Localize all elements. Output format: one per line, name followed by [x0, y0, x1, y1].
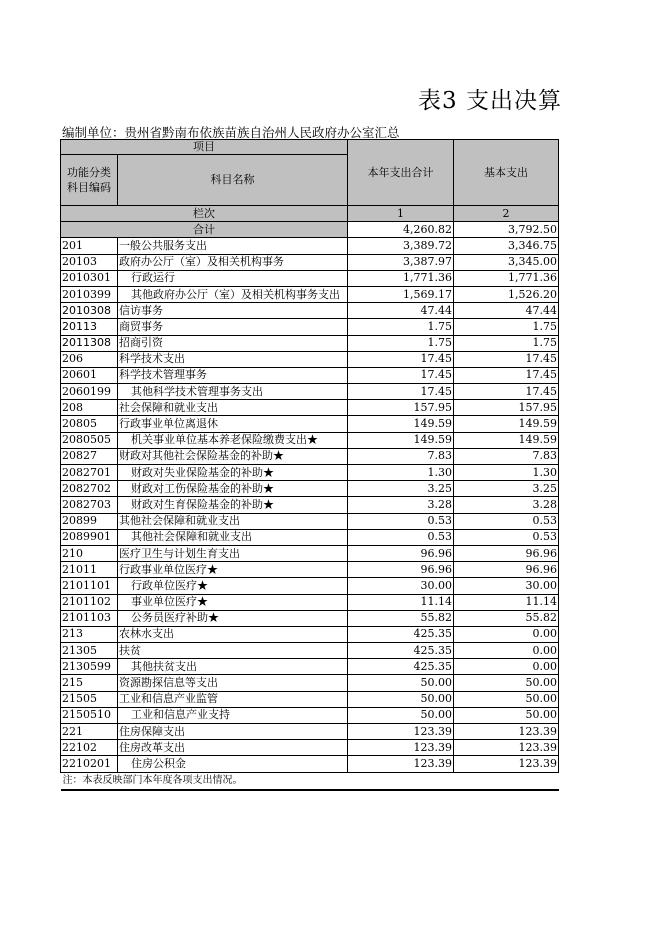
row-code: 20601 [61, 367, 118, 383]
row-name: 科学技术管理事务 [118, 367, 348, 383]
row-code: 2101102 [61, 594, 118, 610]
row-name: 行政单位医疗★ [118, 578, 348, 594]
reporting-unit: 编制单位：贵州省黔南布依族苗族自治州人民政府办公室汇总 [62, 125, 400, 140]
row-basic: 0.00 [454, 659, 559, 675]
row-total: 17.45 [348, 367, 454, 383]
row-total: 149.59 [348, 432, 454, 448]
row-total: 0.53 [348, 529, 454, 545]
row-code: 21305 [61, 643, 118, 659]
row-basic: 50.00 [454, 675, 559, 691]
table-row [61, 724, 559, 740]
row-name: 其他科学技术管理事务支出 [118, 384, 348, 400]
row-basic: 149.59 [454, 432, 559, 448]
row-basic: 0.53 [454, 529, 559, 545]
table-row [61, 497, 559, 513]
table-row [61, 448, 559, 464]
row-name: 行政运行 [118, 270, 348, 286]
table-row [61, 254, 559, 270]
header-func-code: 功能分类 科目编码 [61, 155, 118, 206]
table-row [61, 691, 559, 707]
row-basic: 11.14 [454, 594, 559, 610]
table-row [61, 367, 559, 383]
table-row [61, 513, 559, 529]
table-row [61, 643, 559, 659]
row-basic: 123.39 [454, 740, 559, 756]
table-row [61, 351, 559, 367]
row-total: 3,389.72 [348, 238, 454, 254]
row-code: 2101101 [61, 578, 118, 594]
table-row [61, 400, 559, 416]
row-name: 信访事务 [118, 303, 348, 319]
row-code: 20827 [61, 448, 118, 464]
header-subject-name: 科目名称 [118, 155, 348, 206]
row-basic: 30.00 [454, 578, 559, 594]
row-code: 2010399 [61, 286, 118, 302]
total-value-2: 3,792.50 [454, 222, 559, 238]
row-name: 社会保障和就业支出 [118, 400, 348, 416]
table-row [61, 659, 559, 675]
row-total: 3.28 [348, 497, 454, 513]
table-row [61, 465, 559, 481]
row-basic: 0.00 [454, 626, 559, 642]
row-code: 215 [61, 675, 118, 691]
row-name: 财政对失业保险基金的补助★ [118, 465, 348, 481]
row-total: 425.35 [348, 659, 454, 675]
row-total: 50.00 [348, 675, 454, 691]
row-name: 商贸事务 [118, 319, 348, 335]
row-name: 其他政府办公厅（室）及相关机构事务支出 [118, 286, 348, 302]
header-col-basic: 基本支出 [454, 140, 559, 206]
table-row [61, 286, 559, 302]
page-title: 表3 支出决算 [418, 88, 562, 114]
row-code: 213 [61, 626, 118, 642]
row-basic: 17.45 [454, 384, 559, 400]
row-code: 201 [61, 238, 118, 254]
row-code: 2010308 [61, 303, 118, 319]
header-project: 项目 [61, 140, 348, 155]
row-total: 30.00 [348, 578, 454, 594]
row-basic: 1,526.20 [454, 286, 559, 302]
table-row [61, 529, 559, 545]
row-total: 1,569.17 [348, 286, 454, 302]
row-name: 财政对生育保险基金的补助★ [118, 497, 348, 513]
row-total: 0.53 [348, 513, 454, 529]
row-basic: 96.96 [454, 545, 559, 561]
row-code: 208 [61, 400, 118, 416]
row-name: 一般公共服务支出 [118, 238, 348, 254]
row-basic: 1.30 [454, 465, 559, 481]
row-code: 21505 [61, 691, 118, 707]
row-basic: 157.95 [454, 400, 559, 416]
row-code: 2082702 [61, 481, 118, 497]
table-row [61, 562, 559, 578]
row-total: 17.45 [348, 384, 454, 400]
row-name: 其他社会保障和就业支出 [118, 529, 348, 545]
table-row [61, 384, 559, 400]
row-code: 2130599 [61, 659, 118, 675]
row-total: 96.96 [348, 545, 454, 561]
row-name: 行政事业单位离退休 [118, 416, 348, 432]
row-name: 农林水支出 [118, 626, 348, 642]
table-row [61, 303, 559, 319]
row-basic: 123.39 [454, 724, 559, 740]
row-basic: 47.44 [454, 303, 559, 319]
row-total: 55.82 [348, 610, 454, 626]
row-basic: 149.59 [454, 416, 559, 432]
table-row [61, 740, 559, 756]
table-row [61, 270, 559, 286]
row-name: 机关事业单位基本养老保险缴费支出★ [118, 432, 348, 448]
row-code: 206 [61, 351, 118, 367]
total-value-1: 4,260.82 [348, 222, 454, 238]
row-code: 210 [61, 545, 118, 561]
row-basic: 1,771.36 [454, 270, 559, 286]
header-col2: 2 [454, 206, 559, 222]
row-total: 50.00 [348, 691, 454, 707]
row-basic: 123.39 [454, 756, 559, 772]
row-name: 住房保障支出 [118, 724, 348, 740]
row-basic: 17.45 [454, 351, 559, 367]
row-total: 425.35 [348, 626, 454, 642]
row-basic: 55.82 [454, 610, 559, 626]
table-row [61, 319, 559, 335]
row-total: 7.83 [348, 448, 454, 464]
table-row [61, 335, 559, 351]
row-total: 3.25 [348, 481, 454, 497]
row-basic: 3.25 [454, 481, 559, 497]
row-total: 11.14 [348, 594, 454, 610]
row-name: 政府办公厅（室）及相关机构事务 [118, 254, 348, 270]
row-code: 2060199 [61, 384, 118, 400]
row-basic: 17.45 [454, 367, 559, 383]
row-name: 科学技术支出 [118, 351, 348, 367]
header-col1: 1 [348, 206, 454, 222]
table-row [61, 610, 559, 626]
table-row [61, 432, 559, 448]
header-col-total: 本年支出合计 [348, 140, 454, 206]
table-row [61, 416, 559, 432]
table-row [61, 594, 559, 610]
table-row [61, 578, 559, 594]
table-row [61, 238, 559, 254]
row-code: 20103 [61, 254, 118, 270]
row-total: 157.95 [348, 400, 454, 416]
row-code: 20899 [61, 513, 118, 529]
row-basic: 1.75 [454, 335, 559, 351]
row-code: 221 [61, 724, 118, 740]
row-total: 123.39 [348, 724, 454, 740]
row-code: 2210201 [61, 756, 118, 772]
table-row [61, 481, 559, 497]
row-name: 财政对工伤保险基金的补助★ [118, 481, 348, 497]
row-basic: 3,345.00 [454, 254, 559, 270]
row-name: 工业和信息产业监管 [118, 691, 348, 707]
row-basic: 96.96 [454, 562, 559, 578]
row-name: 住房公积金 [118, 756, 348, 772]
row-name: 事业单位医疗★ [118, 594, 348, 610]
row-basic: 3.28 [454, 497, 559, 513]
row-total: 50.00 [348, 707, 454, 723]
row-total: 17.45 [348, 351, 454, 367]
total-label: 合计 [61, 222, 348, 238]
row-total: 3,387.97 [348, 254, 454, 270]
row-basic: 0.00 [454, 643, 559, 659]
row-name: 医疗卫生与计划生育支出 [118, 545, 348, 561]
expenditure-table [60, 139, 559, 791]
row-total: 96.96 [348, 562, 454, 578]
row-basic: 50.00 [454, 691, 559, 707]
row-total: 47.44 [348, 303, 454, 319]
row-code: 2080505 [61, 432, 118, 448]
table-row [61, 545, 559, 561]
row-total: 149.59 [348, 416, 454, 432]
table-row [61, 756, 559, 772]
row-code: 2011308 [61, 335, 118, 351]
row-code: 2089901 [61, 529, 118, 545]
row-total: 425.35 [348, 643, 454, 659]
row-code: 21011 [61, 562, 118, 578]
row-total: 1,771.36 [348, 270, 454, 286]
row-name: 招商引资 [118, 335, 348, 351]
row-code: 2101103 [61, 610, 118, 626]
row-code: 22102 [61, 740, 118, 756]
row-name: 其他扶贫支出 [118, 659, 348, 675]
row-name: 行政事业单位医疗★ [118, 562, 348, 578]
row-total: 1.75 [348, 319, 454, 335]
row-basic: 1.75 [454, 319, 559, 335]
table-note: 注：本表反映部门本年度各项支出情况。 [61, 772, 559, 790]
table-row [61, 626, 559, 642]
row-code: 2010301 [61, 270, 118, 286]
row-code: 2082701 [61, 465, 118, 481]
row-total: 1.30 [348, 465, 454, 481]
row-name: 资源勘探信息等支出 [118, 675, 348, 691]
row-code: 20113 [61, 319, 118, 335]
row-name: 公务员医疗补助★ [118, 610, 348, 626]
header-lanci: 栏次 [61, 206, 348, 222]
row-code: 2082703 [61, 497, 118, 513]
row-total: 123.39 [348, 756, 454, 772]
row-name: 其他社会保障和就业支出 [118, 513, 348, 529]
row-code: 2150510 [61, 707, 118, 723]
row-basic: 3,346.75 [454, 238, 559, 254]
table-row [61, 707, 559, 723]
row-name: 住房改革支出 [118, 740, 348, 756]
table-row [61, 675, 559, 691]
row-name: 扶贫 [118, 643, 348, 659]
row-total: 123.39 [348, 740, 454, 756]
row-code: 20805 [61, 416, 118, 432]
row-basic: 0.53 [454, 513, 559, 529]
row-basic: 7.83 [454, 448, 559, 464]
row-name: 财政对其他社会保险基金的补助★ [118, 448, 348, 464]
row-name: 工业和信息产业支持 [118, 707, 348, 723]
row-total: 1.75 [348, 335, 454, 351]
row-basic: 50.00 [454, 707, 559, 723]
